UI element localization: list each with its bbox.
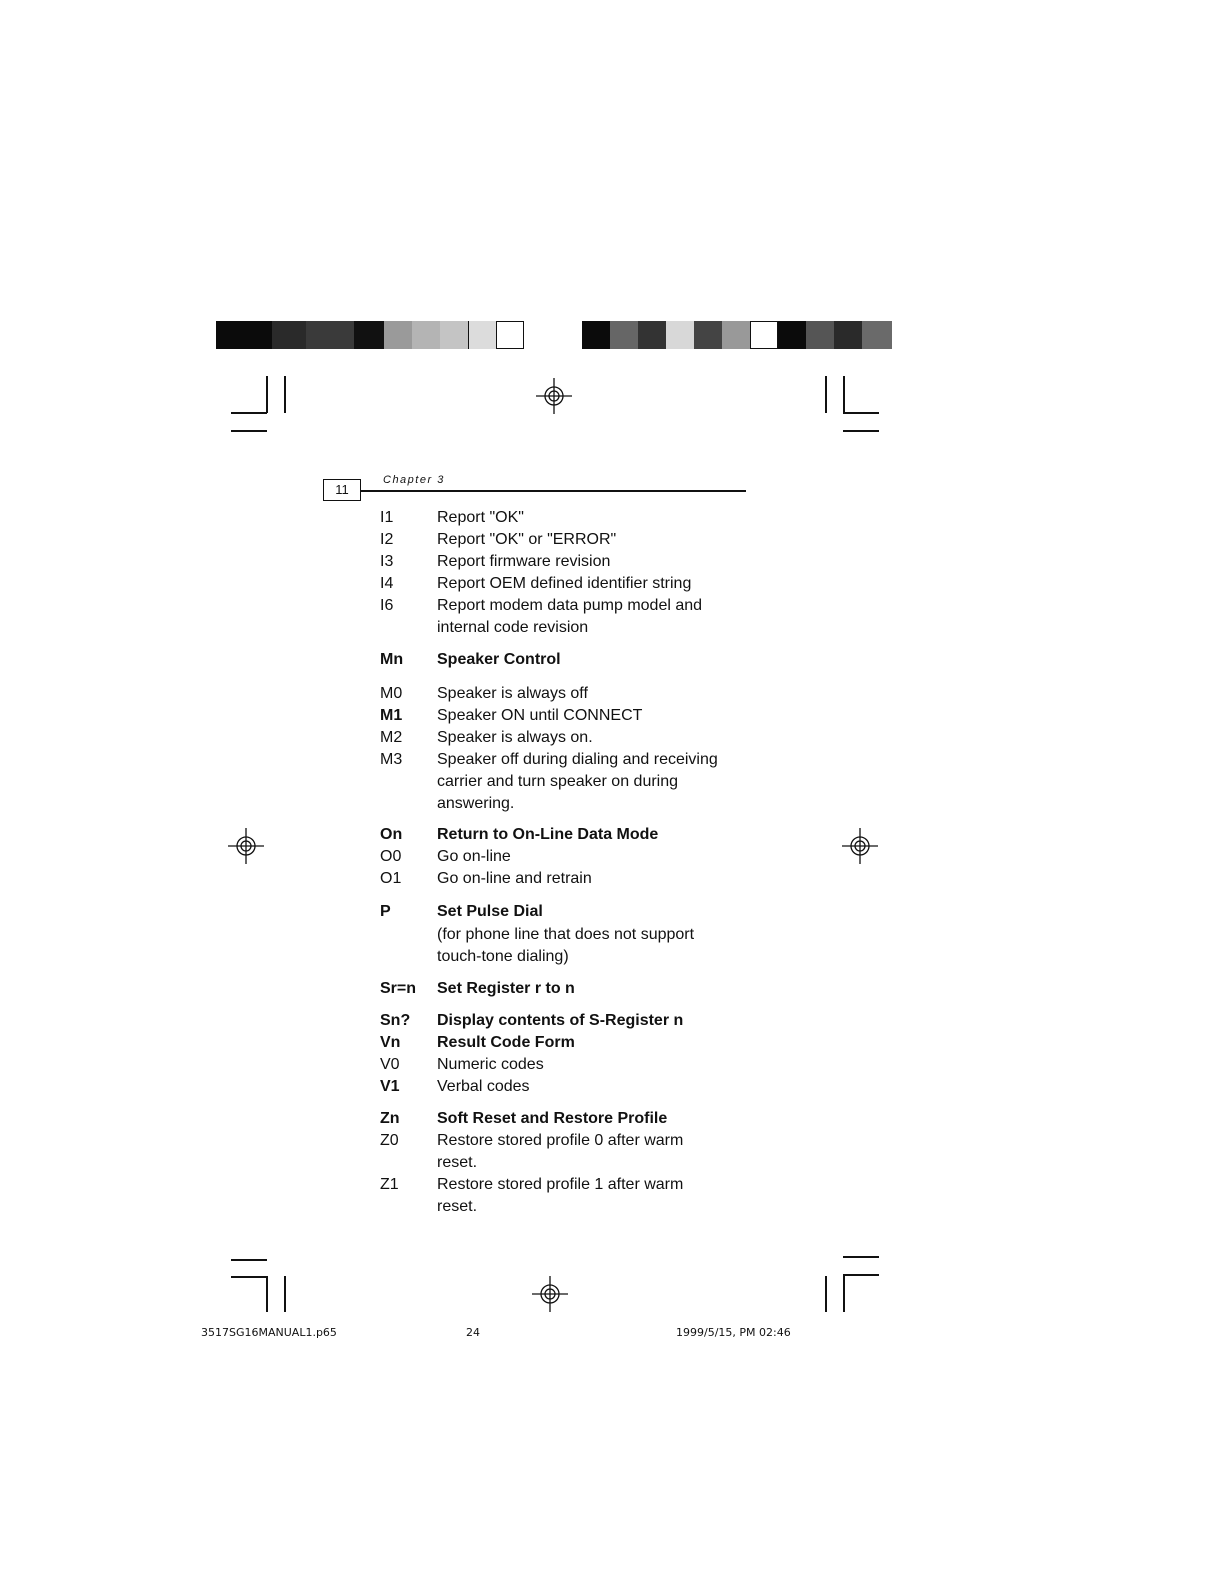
registration-mark-top-icon (536, 378, 572, 414)
section-note: (for phone line that does not support touch-tone dialing) (437, 926, 695, 965)
command-code: I6 (380, 597, 394, 614)
command-description: Report "OK" or "ERROR" (437, 531, 617, 548)
command-code: O1 (380, 870, 402, 887)
section-heading: Result Code Form (437, 1034, 575, 1051)
command-code: I2 (380, 531, 394, 548)
command-code: Z0 (380, 1132, 399, 1149)
command-description: Verbal codes (437, 1078, 530, 1095)
footer-timestamp: 1999/5/15, PM 02:46 (676, 1326, 791, 1339)
command-description: Speaker is always off (437, 685, 588, 702)
command-code: On (380, 826, 403, 843)
command-code: Zn (380, 1110, 400, 1127)
command-code: M0 (380, 685, 403, 702)
command-description: Speaker off during dialing and receiving carrier and turn speaker on during answering. (437, 751, 718, 812)
command-code: Mn (380, 651, 404, 668)
command-code: M1 (380, 707, 403, 724)
command-code: O0 (380, 848, 402, 865)
section-heading: Display contents of S-Register n (437, 1012, 684, 1029)
command-description: Report firmware revision (437, 553, 611, 570)
command-code: I4 (380, 575, 394, 592)
command-description: Go on-line and retrain (437, 870, 592, 887)
page-number-box: 11 (323, 479, 361, 501)
command-description: Go on-line (437, 848, 511, 865)
command-description: Speaker is always on. (437, 729, 593, 746)
registration-mark-bottom-icon (532, 1276, 568, 1312)
command-description: Report OEM defined identifier string (437, 575, 692, 592)
command-code: P (380, 903, 391, 920)
footer-filename: 3517SG16MANUAL1.p65 (201, 1326, 337, 1339)
command-description: Restore stored profile 0 after warm reset. (437, 1132, 684, 1171)
command-code: I3 (380, 553, 394, 570)
registration-mark-left-icon (228, 828, 264, 864)
command-code: I1 (380, 509, 394, 526)
command-description: Numeric codes (437, 1056, 544, 1073)
footer-page-number: 24 (466, 1326, 480, 1339)
section-heading: Set Pulse Dial (437, 903, 543, 920)
command-code: Vn (380, 1034, 401, 1051)
command-description: Restore stored profile 1 after warm reset. (437, 1176, 684, 1215)
section-heading: Return to On-Line Data Mode (437, 826, 659, 843)
command-description: Speaker ON until CONNECT (437, 707, 643, 724)
command-code: Z1 (380, 1176, 399, 1193)
header-rule (361, 490, 746, 492)
chapter-label: Chapter 3 (383, 474, 445, 486)
command-description: Report modem data pump model and internal code revision (437, 597, 703, 636)
command-code: V1 (380, 1078, 400, 1095)
command-code: M3 (380, 751, 403, 768)
command-code: Sn? (380, 1012, 411, 1029)
section-heading: Set Register r to n (437, 980, 575, 997)
command-code: Sr=n (380, 980, 417, 997)
registration-mark-right-icon (842, 828, 878, 864)
command-code: V0 (380, 1056, 400, 1073)
command-code: M2 (380, 729, 403, 746)
command-description: Report "OK" (437, 509, 524, 526)
section-heading: Soft Reset and Restore Profile (437, 1110, 668, 1127)
section-heading: Speaker Control (437, 651, 561, 668)
